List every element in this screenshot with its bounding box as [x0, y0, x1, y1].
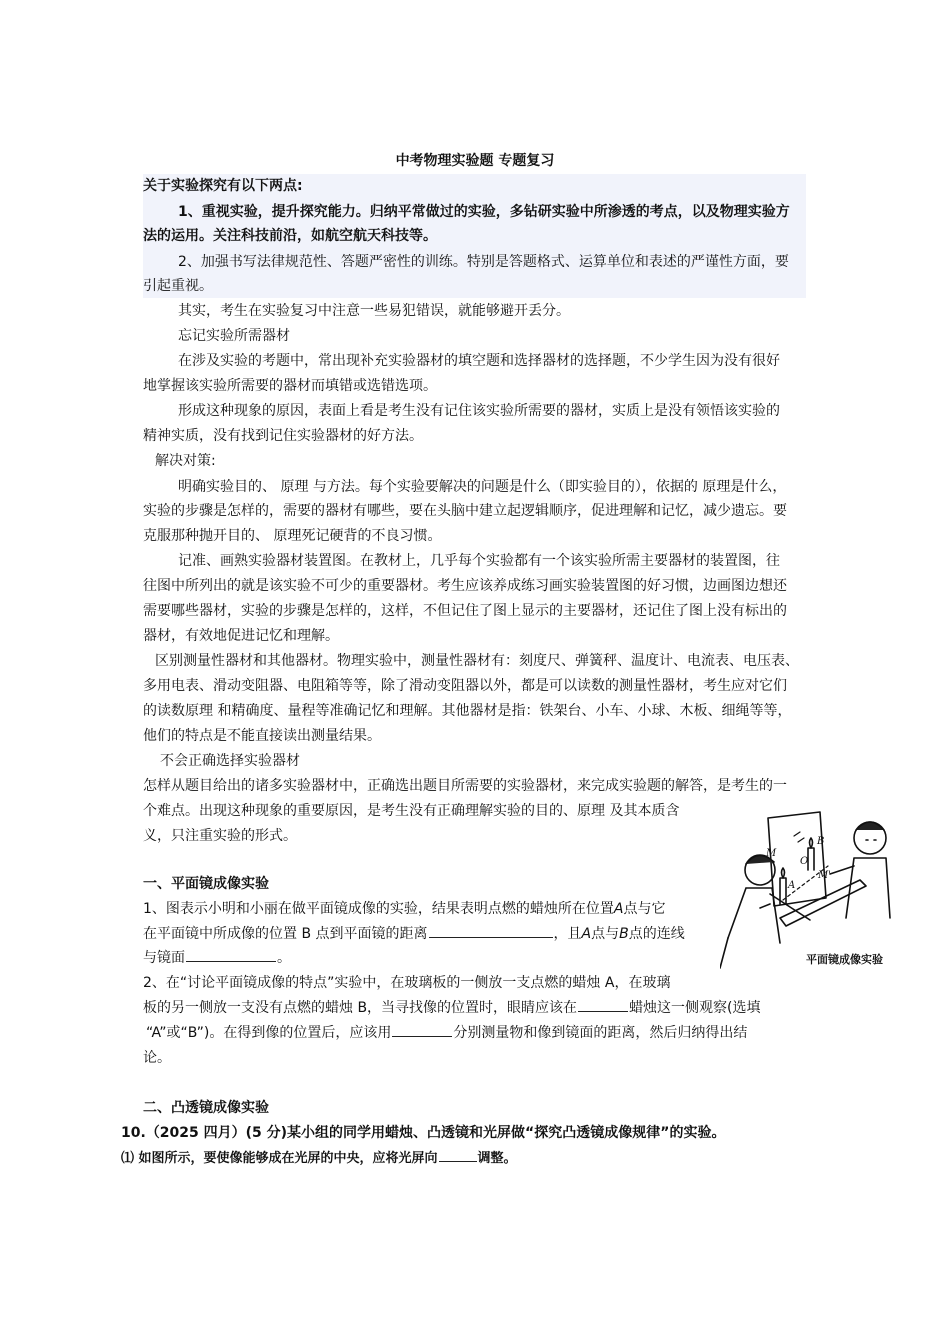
q1-text-3: 在平面镜中所成像的位置 B 点到平面镜的距离 — [143, 926, 428, 942]
paragraph-reason-line1: 形成这种现象的原因，表面上看是考生没有记住该实验所需要的器材，实质上是没有领悟该实验的 — [178, 403, 780, 419]
intro-heading: 关于实验探究有以下两点: — [143, 178, 303, 194]
q1-blank-distance[interactable] — [429, 923, 553, 938]
question2-line1: 2、在“讨论平面镜成像的特点”实验中，在玻璃板的一侧放一支点燃的蜡烛 A，在玻璃 — [143, 975, 671, 991]
question10-part1 — [121, 1147, 517, 1171]
q10-part1-text: ⑴ 如图所示，要使像能够成在光屏的中央，应将光屏向 — [121, 1151, 438, 1166]
paragraph-clear-line3: 克服那种抛开目的、 原理死记硬背的不良习惯。 — [143, 528, 442, 544]
question1-line3 — [143, 946, 291, 970]
q2-text-1: 板的另一侧放一支没有点燃的蜡烛 B，当寻找像的位置时，眼睛应该在 — [143, 1000, 578, 1016]
paragraph-how-line3: 义，只注重实验的形式。 — [143, 828, 297, 844]
q1-text-4: ，且 — [553, 926, 582, 942]
question2-line2 — [143, 996, 761, 1020]
paragraph-actually: 其实，考生在实验复习中注意一些易犯错误，就能够避开丢分。 — [178, 303, 570, 319]
paragraph-draw-line3: 需要哪些器材，实验的步骤是怎样的，这样，不但记住了图上显示的主要器材，还记住了图上没有标出的 — [143, 603, 787, 619]
q10-blank-direction[interactable] — [439, 1147, 477, 1162]
question1-line1 — [143, 897, 665, 921]
q2-blank-side[interactable] — [578, 997, 628, 1012]
plane-mirror-illustration — [720, 808, 900, 973]
q10-part1-tail: 调整。 — [477, 1151, 517, 1166]
paragraph-reason-line2: 精神实质，没有找到记住实验器材的好方法。 — [143, 428, 423, 444]
q1-text-2: 点与它 — [623, 901, 666, 917]
question10-stem: 10.（2025 四月）(5 分)某小组的同学用蜡烛、凸透镜和光屏做“探究凸透镜成像规律”的实验。 — [121, 1125, 726, 1141]
paragraph-involve-line1: 在涉及实验的考题中，常出现补充实验器材的填空题和选择器材的选择题，不少学生因为没有很好 — [178, 353, 780, 369]
point1-line1: 1、重视实验，提升探究能力。归纳平常做过的实验，多钻研实验中所渗透的考点，以及物理实验方 — [178, 204, 790, 220]
paragraph-draw-line1: 记准、画熟实验器材装置图。在教材上，几乎每个实验都有一个该实验所需主要器材的装置图，往 — [178, 553, 780, 569]
q1-text-1: 1、图表示小明和小丽在做平面镜成像的实验，结果表明点燃的蜡烛所在位置 — [143, 901, 614, 917]
q1-text-8: 。 — [277, 950, 291, 966]
question1-line2 — [143, 922, 685, 946]
subheading-solution: 解决对策: — [155, 453, 216, 469]
question2-line3 — [146, 1021, 747, 1045]
q2-blank-tool[interactable] — [392, 1022, 452, 1037]
paragraph-measure-line3: 的读数原理 和精确度、量程等准确记忆和理解。其他器材是指：铁架台、小车、小球、木板、细绳等等， — [143, 703, 792, 719]
label-m-prime: M' — [818, 870, 831, 881]
paragraph-draw-line4: 器材，有效地促进记忆和理解。 — [143, 628, 339, 644]
paragraph-measure-line4: 他们的特点是不能直接读出测量结果。 — [143, 728, 381, 744]
glass-plate-shape — [768, 812, 826, 906]
point2-line2: 引起重视。 — [143, 278, 213, 294]
paragraph-measure-line2: 多用电表、滑动变阻器、电阻箱等等，除了滑动变阻器以外，都是可以读数的测量性器材，考生应对它们 — [143, 678, 787, 694]
point1-line2: 法的运用。关注科技前沿，如航空航天科技等。 — [143, 228, 437, 244]
section-heading-plane-mirror: 一、平面镜成像实验 — [143, 876, 269, 892]
subheading-forget-equipment: 忘记实验所需器材 — [178, 328, 290, 344]
paragraph-how-line1: 怎样从题目给出的诸多实验器材中，正确选出题目所需要的实验器材，来完成实验题的解答，是考生的一 — [143, 778, 787, 794]
q1-blank-relation[interactable] — [186, 947, 276, 962]
paragraph-clear-line2: 实验的步骤是怎样的，需要的器材有哪些，要在头脑中建立起逻辑顺序，促进理解和记忆，减少遗忘。要 — [143, 503, 787, 519]
paragraph-measure-line1: 区别测量性器材和其他器材。物理实验中，测量性器材有：刻度尺、弹簧秤、温度计、电流表、电压表、 — [155, 653, 799, 669]
q2-text-4: 分别测量物和像到镜面的距离，然后归纳得出结 — [453, 1025, 748, 1041]
q2-text-2: 蜡烛这一侧观察(选填 — [629, 1000, 761, 1016]
q1-point-a: A — [613, 901, 624, 917]
label-o: O — [800, 856, 809, 867]
q1-point-b: B — [619, 926, 629, 942]
point2-line1: 2、加强书写法律规范性、答题严密性的训练。特别是答题格式、运算单位和表述的严谨性方面，要 — [178, 254, 789, 270]
subheading-wrong-choice: 不会正确选择实验器材 — [160, 753, 300, 769]
label-b: B — [817, 836, 825, 847]
label-a: A — [788, 880, 796, 891]
paragraph-how-line2: 个难点。出现这种现象的重要原因，是考生没有正确理解实验的目的、原理 及其本质含 — [143, 803, 680, 819]
page-title: 中考物理实验题 专题复习 — [395, 153, 555, 169]
q1-text-7: 与镜面 — [143, 950, 185, 966]
paragraph-clear-line1: 明确实验目的、 原理 与方法。每个实验要解决的问题是什么（即实验目的），依据的 原理是什么， — [178, 479, 787, 495]
section-heading-convex-lens: 二、凸透镜成像实验 — [143, 1100, 269, 1116]
paragraph-involve-line2: 地掌握该实验所需要的器材而填错或选错选项。 — [143, 378, 437, 394]
figure-caption: 平面镜成像实验 — [806, 953, 883, 966]
label-m: M — [766, 848, 777, 859]
q1-text-6: 点的连线 — [628, 926, 685, 942]
paragraph-draw-line2: 往图中所列出的就是该实验不可少的重要器材。考生应该养成练习画实验装置图的好习惯，边画图边想还 — [143, 578, 787, 594]
q1-point-a2: A — [581, 926, 592, 942]
q2-text-3: “A”或“B”)。在得到像的位置后，应该用 — [146, 1025, 392, 1041]
candle-b-shape — [808, 848, 814, 870]
question2-line4: 论。 — [143, 1050, 171, 1066]
q1-text-5: 点与 — [591, 926, 620, 942]
